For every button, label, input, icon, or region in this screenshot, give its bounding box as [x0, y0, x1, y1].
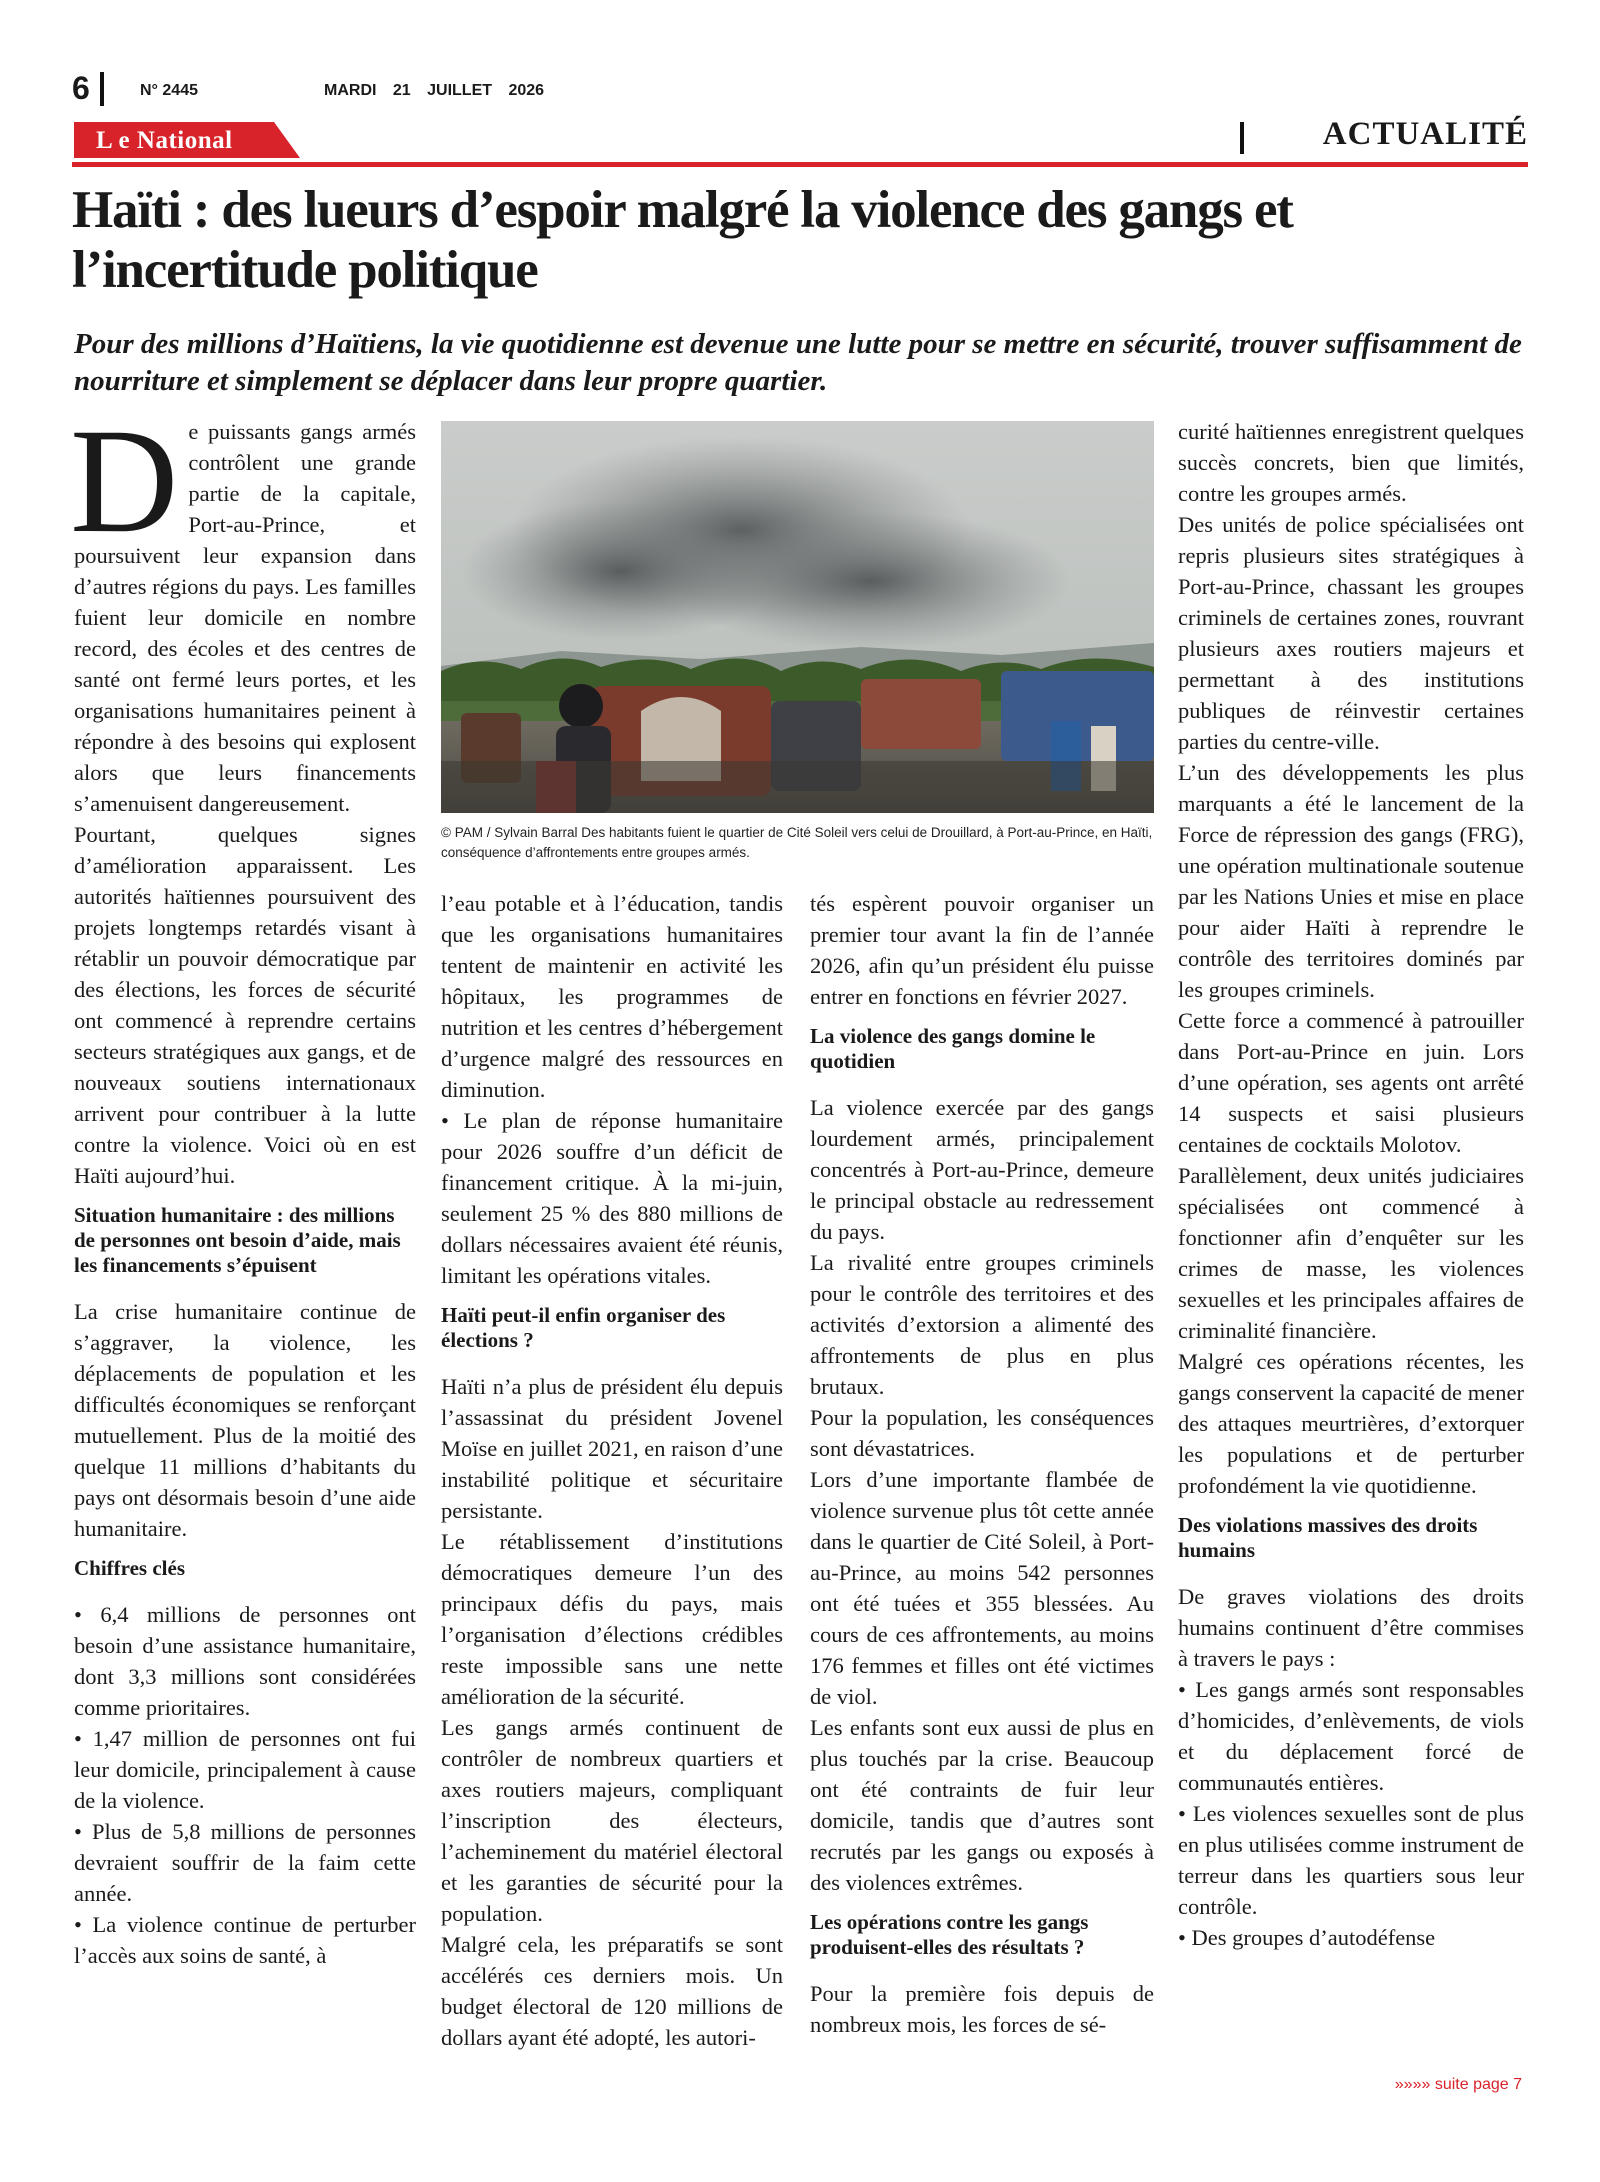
bullet-item: • Les gangs armés sont responsables d’homicides, d’enlèvements, de viols et du déplacement forcé de communautés entières.: [1178, 1677, 1524, 1795]
article-column-3: [810, 888, 1154, 2040]
article-headline: Haïti : des lueurs d’espoir malgré la violence des gangs et l’incertitude politique: [72, 181, 1293, 299]
paragraph: Le rétablissement d’institutions démocratiques demeure l’un des principaux défis du pays, mais l’organisation d’élections crédibles reste impossible sans une nette amélioration de la sécurité.: [441, 1529, 783, 1709]
photo-smoke-traffic-scene: [441, 421, 1154, 813]
bullet-item: • Des groupes d’autodéfense: [1178, 1925, 1436, 1950]
bullet-item: • Les violences sexuelles sont de plus en plus utilisées comme instrument de terreur dans les quartiers sous leur contrôle.: [1178, 1801, 1524, 1919]
paragraph: l’eau potable et à l’éducation, tandis que les organisations humanitaires tentent de maintenir en activité les hôpitaux, les programmes de nutrition et les centres d’hébergement d’urgence malgré des ressources en diminution.: [441, 891, 783, 1102]
page-number: 6: [72, 70, 90, 106]
article-deck: Pour des millions d’Haïtiens, la vie quotidienne est devenue une lutte pour se mettre en sécurité, trouver suffisamment de nourriture et simplement se déplacer dans leur propre quartier.: [74, 328, 1522, 397]
bullet-item: • 1,47 million de personnes ont fui leur domicile, principalement à cause de la violence.: [74, 1726, 416, 1813]
paragraph: tés espèrent pouvoir organiser un premier tour avant la fin de l’année 2026, afin qu’un président élu puisse entrer en fonctions en février 2027.: [810, 891, 1154, 1009]
article-column-4: [1178, 416, 1524, 1953]
paragraph: Haïti n’a plus de président élu depuis l’assassinat du président Jovenel Moïse en juillet 2021, en raison d’une instabilité politique et sécuritaire persistante.: [441, 1374, 783, 1523]
brand-name: L e National: [96, 127, 233, 154]
paragraph: La crise humanitaire continue de s’aggraver, la violence, les déplacements de population et les difficultés économiques se renforçant mutuellement. Plus de la moitié des quelque 11 millions d’habitants du pays ont désormais besoin d’une aide humanitaire.: [74, 1299, 416, 1541]
subheading: Haïti peut-il enfin organiser des élections ?: [441, 1303, 726, 1352]
article-column-2: [441, 888, 783, 2053]
header-rule: [72, 162, 1528, 167]
paragraph: Pour la première fois depuis de nombreux mois, les forces de sé-: [810, 1981, 1154, 2037]
paragraph: curité haïtiennes enregistrent quelques succès concrets, bien que limités, contre les groupes armés.: [1178, 419, 1524, 506]
article-photo: [441, 421, 1154, 813]
page-number-divider: [100, 72, 104, 106]
paragraph: Lors d’une importante flambée de violence survenue plus tôt cette année dans le quartier de Cité Soleil, à Port-au-Prince, au moins 542 personnes ont été tuées et 355 blessées. Au cours de ces affrontements, au moins 176 femmes et filles ont été victimes de viol.: [810, 1467, 1154, 1709]
paragraph: Des unités de police spécialisées ont repris plusieurs sites stratégiques à Port-au-Prince, chassant les groupes criminels de certaines zones, rouvrant plusieurs axes routiers majeurs et permettant à des institutions publiques de réinvestir certaines parties du centre-ville.: [1178, 512, 1524, 754]
paragraph: De graves violations des droits humains continuent d’être commises à travers le pays :: [1178, 1584, 1524, 1671]
subheading: Des violations massives des droits humains: [1178, 1513, 1478, 1562]
bullet-item: • 6,4 millions de personnes ont besoin d’une assistance humanitaire, dont 3,3 millions sont considérées comme prioritaires.: [74, 1602, 416, 1720]
paragraph: • Le plan de réponse humanitaire pour 2026 souffre d’un déficit de financement critique. À la mi-juin, seulement 25 % des 880 millions de dollars nécessaires avaient été réunis, limitant les opérations vitales.: [441, 1108, 783, 1288]
paragraph: Les enfants sont eux aussi de plus en plus touchés par la crise. Beaucoup ont été contraints de fuir leur domicile, tandis que d’autres sont recrutés par les gangs ou exposés à des violences extrêmes.: [810, 1715, 1154, 1895]
bullet-item: • La violence continue de perturber l’accès aux soins de santé, à: [74, 1912, 416, 1968]
paragraph: Pourtant, quelques signes d’amélioration apparaissent. Les autorités haïtiennes poursuivent des projets longtemps retardés visant à rétablir un pouvoir démocratique par des élections, les forces de sécurité ont commencé à reprendre certains secteurs stratégiques aux gangs, et de nouveaux soutiens internationaux arrivent pour contribuer à la lutte contre la violence. Voici où en est Haïti aujourd’hui.: [74, 822, 416, 1188]
paragraph: e puissants gangs armés contrôlent une grande partie de la capitale, Port-au-Prince, et poursuivent leur expansion dans d’autres régions du pays. Les familles fuient leur domicile en nombre record, des écoles et des centres de santé ont fermé leurs portes, et les organisations humanitaires peinent à répondre à des besoins qui explosent alors que leurs financements s’amenuisent dangereusement.: [74, 419, 416, 816]
paragraph: Les gangs armés continuent de contrôler de nombreux quartiers et axes routiers majeurs, compliquant l’inscription des électeurs, l’acheminement du matériel électoral et les garanties de sécurité pour la population.: [441, 1715, 783, 1926]
section-label: ACTUALITÉ: [1322, 116, 1528, 152]
paragraph: Parallèlement, deux unités judiciaires spécialisées ont commencé à fonctionner afin d’enquêter sur les crimes de masse, les violences sexuelles et les principales affaires de criminalité financière.: [1178, 1163, 1524, 1343]
paragraph: Malgré cela, les préparatifs se sont accélérés ces derniers mois. Un budget électoral de 120 millions de dollars ayant été adopté, les autori-: [441, 1932, 783, 2050]
paragraph: Pour la population, les conséquences sont dévastatrices.: [810, 1405, 1154, 1461]
issue-date: MARDI 21 JUILLET 2026: [324, 82, 545, 99]
section-divider: [1240, 122, 1244, 154]
bullet-item: • Plus de 5,8 millions de personnes devraient souffrir de la faim cette année.: [74, 1819, 416, 1906]
subheading: Chiffres clés: [74, 1556, 185, 1580]
issue-number: N° 2445: [140, 82, 198, 99]
page-header: [72, 66, 1528, 176]
paragraph: Cette force a commencé à patrouiller dans Port-au-Prince en juin. Lors d’une opération, ses agents ont arrêté 14 suspects et saisi plusieurs centaines de cocktails Molotov.: [1178, 1008, 1524, 1157]
paragraph: La violence exercée par des gangs lourdement armés, principalement concentrés à Port-au-Prince, demeure le principal obstacle au redressement du pays.: [810, 1095, 1154, 1244]
paragraph: La rivalité entre groupes criminels pour le contrôle des territoires et des activités d’extorsion a alimenté des affrontements de plus en plus brutaux.: [810, 1250, 1154, 1399]
paragraph: L’un des développements les plus marquants a été le lancement de la Force de répression des gangs (FRG), une opération multinationale soutenue par les Nations Unies et mise en place pour aider Haïti à reprendre le contrôle des territoires dominés par les groupes criminels.: [1178, 760, 1524, 1002]
paragraph: Malgré ces opérations récentes, les gangs conservent la capacité de mener des attaques meurtrières, d’extorquer les populations et de perturber profondément la vie quotidienne.: [1178, 1349, 1524, 1498]
drop-cap: D: [70, 398, 179, 564]
continuation-link[interactable]: »»»» suite page 7: [1394, 2076, 1522, 2093]
subheading: La violence des gangs domine le quotidien: [810, 1024, 1096, 1073]
brand-logo: [74, 122, 300, 158]
subheading: Les opérations contre les gangs produisent-elles des résultats ?: [810, 1910, 1089, 1959]
photo-caption: © PAM / Sylvain Barral Des habitants fuient le quartier de Cité Soleil vers celui de Drouillard, à Port-au-Prince, en Haïti, conséquence d’affrontements entre groupes armés.: [441, 825, 1153, 860]
subheading: Situation humanitaire : des millions de personnes ont besoin d’aide, mais les financements s’épuisent: [74, 1203, 401, 1277]
article-column-1: [70, 398, 416, 1971]
